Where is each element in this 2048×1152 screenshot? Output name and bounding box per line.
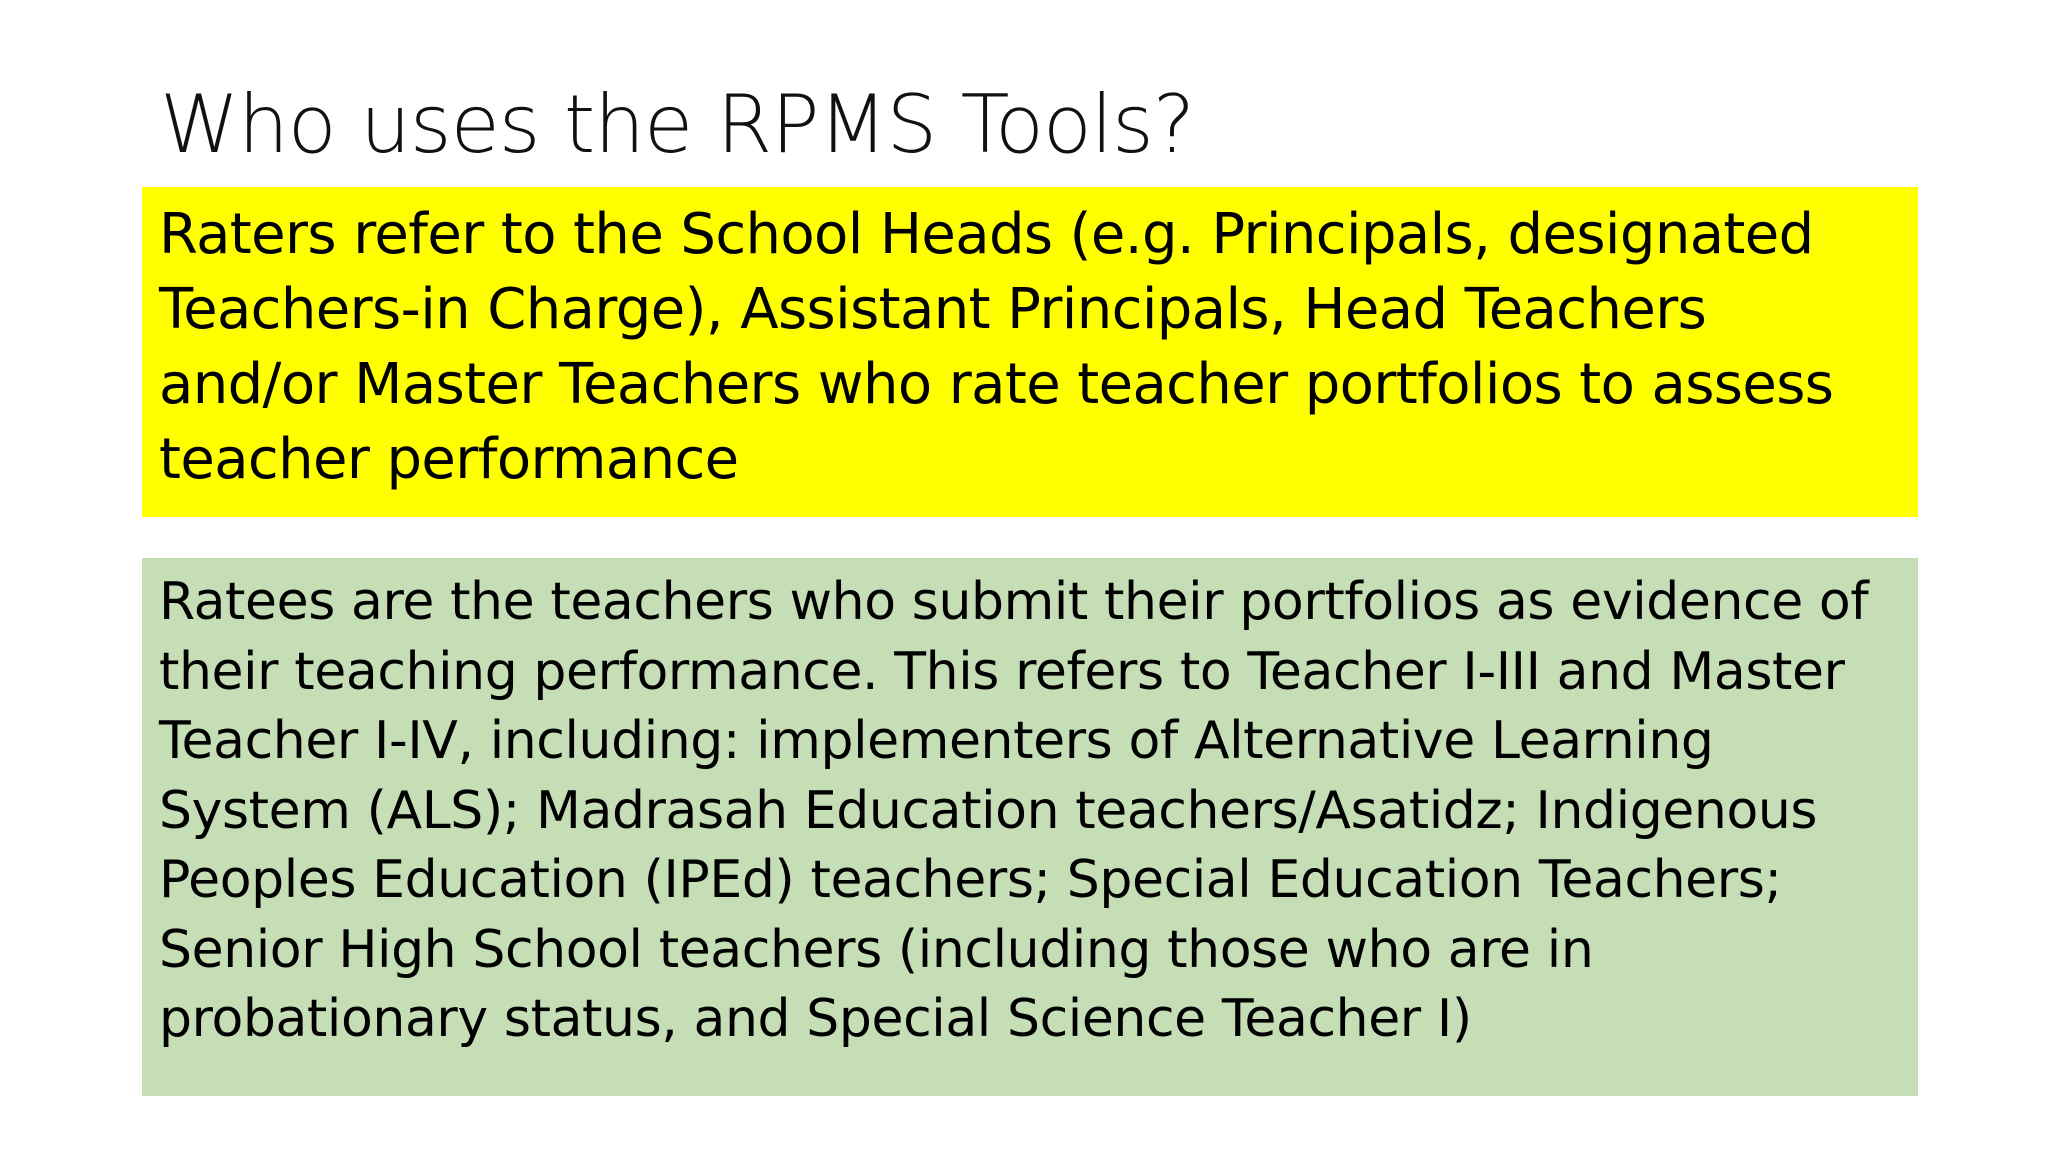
raters-definition-box (142, 187, 1918, 517)
slide-title: Who uses the RPMS Tools? (160, 78, 1195, 171)
raters-definition-text: Raters refer to the School Heads (e.g. Principals, designated Teachers-in Charge), Assistant Principals, Head Teachers and/or Master Teachers who rate teacher portfolios to assess teacher performance (159, 202, 1834, 492)
ratees-definition-text: Ratees are the teachers who submit their portfolios as evidence of their teaching performance. This refers to Teacher I-III and Master Teacher I-IV, including: implementers of Alternative Learning System (ALS); Madrasah Education teachers/Asatidz; Indigenous Peoples Education (IPEd) teachers; Special Education Teachers; Senior High School teachers (including those who are in probationary status, and Special Science Teacher I) (159, 572, 1869, 1049)
ratees-definition-box (142, 558, 1918, 1096)
